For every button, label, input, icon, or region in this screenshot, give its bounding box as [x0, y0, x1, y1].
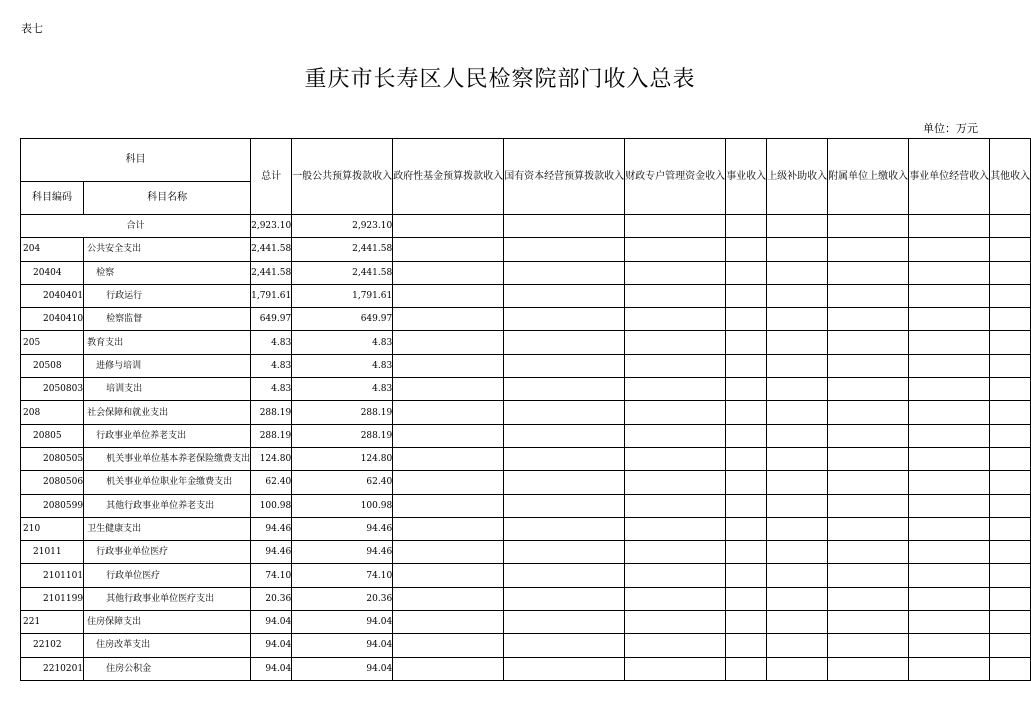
empty-cell [828, 611, 909, 634]
table-row [21, 331, 1031, 354]
empty-cell [625, 494, 726, 517]
empty-cell [726, 564, 767, 587]
header-gov-fund: 政府性基金预算拨款收入 [393, 139, 504, 215]
empty-cell [828, 541, 909, 564]
empty-cell [990, 587, 1031, 610]
subject-code: 204 [21, 238, 84, 261]
empty-cell [726, 401, 767, 424]
table-row [21, 634, 1031, 657]
subject-code: 208 [21, 401, 84, 424]
header-total: 总计 [251, 139, 292, 215]
empty-cell [767, 331, 828, 354]
empty-cell [909, 378, 990, 401]
total-value: 20.36 [251, 587, 292, 610]
total-value: 94.04 [251, 611, 292, 634]
subject-code: 2210201 [21, 657, 84, 680]
empty-cell [828, 284, 909, 307]
table-row [21, 541, 1031, 564]
empty-cell [767, 587, 828, 610]
empty-cell [990, 564, 1031, 587]
empty-cell [990, 657, 1031, 680]
general-budget-value: 4.83 [292, 378, 393, 401]
empty-cell [504, 331, 625, 354]
total-value: 100.98 [251, 494, 292, 517]
table-row [21, 261, 1031, 284]
empty-cell [504, 424, 625, 447]
subject-code: 20404 [21, 261, 84, 284]
empty-cell [625, 424, 726, 447]
empty-cell [828, 564, 909, 587]
empty-cell [504, 517, 625, 540]
empty-cell [828, 238, 909, 261]
empty-cell [767, 634, 828, 657]
empty-cell [767, 401, 828, 424]
empty-cell [828, 471, 909, 494]
empty-cell [990, 494, 1031, 517]
subject-name: 社会保障和就业支出 [84, 401, 251, 424]
subject-name: 住房保障支出 [84, 611, 251, 634]
total-general: 2,923.10 [292, 215, 393, 238]
header-affiliated: 附属单位上缴收入 [828, 139, 909, 215]
table-row [21, 284, 1031, 307]
empty-cell [767, 354, 828, 377]
empty-cell [990, 611, 1031, 634]
subject-code: 2101199 [21, 587, 84, 610]
empty-cell [990, 378, 1031, 401]
general-budget-value: 2,441.58 [292, 238, 393, 261]
empty-cell [726, 494, 767, 517]
empty-cell [828, 215, 909, 238]
empty-cell [909, 634, 990, 657]
empty-cell [393, 634, 504, 657]
table-row [21, 308, 1031, 331]
empty-cell [393, 447, 504, 470]
table-row [21, 494, 1031, 517]
subject-name: 检察 [84, 261, 251, 284]
empty-cell [909, 308, 990, 331]
empty-cell [393, 541, 504, 564]
general-budget-value: 94.04 [292, 611, 393, 634]
empty-cell [625, 564, 726, 587]
empty-cell [726, 215, 767, 238]
empty-cell [767, 424, 828, 447]
total-row [21, 215, 1031, 238]
empty-cell [504, 354, 625, 377]
empty-cell [828, 447, 909, 470]
empty-cell [726, 634, 767, 657]
empty-cell [909, 447, 990, 470]
table-row [21, 378, 1031, 401]
empty-cell [909, 564, 990, 587]
empty-cell [828, 308, 909, 331]
total-value: 94.04 [251, 634, 292, 657]
total-value: 2,441.58 [251, 238, 292, 261]
subject-code: 2101101 [21, 564, 84, 587]
empty-cell [625, 331, 726, 354]
subject-name: 检察监督 [84, 308, 251, 331]
empty-cell [726, 378, 767, 401]
empty-cell [726, 611, 767, 634]
total-value: 62.40 [251, 471, 292, 494]
total-value: 94.04 [251, 657, 292, 680]
empty-cell [504, 308, 625, 331]
header-business: 事业收入 [726, 139, 767, 215]
total-value: 4.83 [251, 354, 292, 377]
empty-cell [726, 331, 767, 354]
empty-cell [726, 657, 767, 680]
total-value: 2,441.58 [251, 261, 292, 284]
empty-cell [767, 494, 828, 517]
empty-cell [393, 517, 504, 540]
empty-cell [625, 447, 726, 470]
header-other: 其他收入 [990, 139, 1031, 215]
table-row [21, 471, 1031, 494]
empty-cell [393, 587, 504, 610]
subject-code: 221 [21, 611, 84, 634]
general-budget-value: 94.46 [292, 541, 393, 564]
empty-cell [625, 517, 726, 540]
empty-cell [504, 587, 625, 610]
subject-name: 进修与培训 [84, 354, 251, 377]
empty-cell [504, 471, 625, 494]
subject-name: 培训支出 [84, 378, 251, 401]
total-value: 1,791.61 [251, 284, 292, 307]
empty-cell [767, 657, 828, 680]
empty-cell [625, 378, 726, 401]
general-budget-value: 94.04 [292, 634, 393, 657]
subject-code: 22102 [21, 634, 84, 657]
subject-code: 2080506 [21, 471, 84, 494]
empty-cell [504, 238, 625, 261]
table-row [21, 447, 1031, 470]
empty-cell [393, 284, 504, 307]
empty-cell [504, 401, 625, 424]
empty-cell [828, 494, 909, 517]
empty-cell [909, 611, 990, 634]
empty-cell [393, 401, 504, 424]
empty-cell [625, 215, 726, 238]
empty-cell [909, 261, 990, 284]
general-budget-value: 94.04 [292, 657, 393, 680]
subject-code: 2040410 [21, 308, 84, 331]
empty-cell [990, 471, 1031, 494]
empty-cell [625, 657, 726, 680]
subject-code: 2080599 [21, 494, 84, 517]
empty-cell [909, 354, 990, 377]
empty-cell [767, 284, 828, 307]
header-state-capital: 国有资本经营预算拨款收入 [504, 139, 625, 215]
table-row [21, 611, 1031, 634]
header-fiscal-special: 财政专户管理资金收入 [625, 139, 726, 215]
empty-cell [909, 401, 990, 424]
table-row [21, 238, 1031, 261]
empty-cell [726, 517, 767, 540]
total-label: 合计 [21, 215, 251, 238]
empty-cell [504, 215, 625, 238]
empty-cell [625, 541, 726, 564]
subject-code: 21011 [21, 541, 84, 564]
general-budget-value: 1,791.61 [292, 284, 393, 307]
subject-name: 卫生健康支出 [84, 517, 251, 540]
general-budget-value: 4.83 [292, 331, 393, 354]
table-row [21, 424, 1031, 447]
empty-cell [625, 261, 726, 284]
empty-cell [504, 447, 625, 470]
subject-code: 2040401 [21, 284, 84, 307]
empty-cell [625, 238, 726, 261]
empty-cell [504, 541, 625, 564]
empty-cell [504, 494, 625, 517]
subject-name: 住房改革支出 [84, 634, 251, 657]
empty-cell [726, 447, 767, 470]
empty-cell [767, 541, 828, 564]
empty-cell [990, 308, 1031, 331]
empty-cell [990, 261, 1031, 284]
empty-cell [393, 564, 504, 587]
empty-cell [393, 494, 504, 517]
subject-code: 210 [21, 517, 84, 540]
empty-cell [767, 517, 828, 540]
total-value: 124.80 [251, 447, 292, 470]
empty-cell [625, 611, 726, 634]
general-budget-value: 20.36 [292, 587, 393, 610]
subject-name: 行政事业单位医疗 [84, 541, 251, 564]
empty-cell [828, 657, 909, 680]
empty-cell [726, 261, 767, 284]
subject-code: 2050803 [21, 378, 84, 401]
empty-cell [909, 517, 990, 540]
unit-label: 单位：万元 [923, 122, 978, 135]
table-row [21, 517, 1031, 540]
header-subject: 科目 [21, 139, 251, 182]
empty-cell [990, 517, 1031, 540]
empty-cell [909, 657, 990, 680]
table-row [21, 564, 1031, 587]
empty-cell [767, 261, 828, 284]
empty-cell [393, 471, 504, 494]
empty-cell [909, 541, 990, 564]
empty-cell [393, 611, 504, 634]
empty-cell [726, 541, 767, 564]
empty-cell [625, 354, 726, 377]
empty-cell [990, 238, 1031, 261]
general-budget-value: 94.46 [292, 517, 393, 540]
general-budget-value: 2,441.58 [292, 261, 393, 284]
empty-cell [828, 261, 909, 284]
total-value: 288.19 [251, 424, 292, 447]
subject-name: 教育支出 [84, 331, 251, 354]
header-general-budget: 一般公共预算拨款收入 [292, 139, 393, 215]
header-business-operation: 事业单位经营收入 [909, 139, 990, 215]
subject-name: 其他行政事业单位养老支出 [84, 494, 251, 517]
empty-cell [828, 634, 909, 657]
general-budget-value: 4.83 [292, 354, 393, 377]
empty-cell [726, 354, 767, 377]
empty-cell [909, 471, 990, 494]
subject-name: 行政运行 [84, 284, 251, 307]
subject-name: 行政事业单位养老支出 [84, 424, 251, 447]
total-value: 288.19 [251, 401, 292, 424]
table-row [21, 657, 1031, 680]
empty-cell [767, 611, 828, 634]
empty-cell [504, 564, 625, 587]
empty-cell [909, 331, 990, 354]
header-superior-subsidy: 上级补助收入 [767, 139, 828, 215]
empty-cell [726, 308, 767, 331]
empty-cell [990, 447, 1031, 470]
total-value: 4.83 [251, 331, 292, 354]
empty-cell [726, 284, 767, 307]
page-title: 重庆市长寿区人民检察院部门收入总表 [304, 67, 696, 92]
empty-cell [504, 657, 625, 680]
empty-cell [828, 354, 909, 377]
empty-cell [767, 215, 828, 238]
empty-cell [828, 517, 909, 540]
general-budget-value: 74.10 [292, 564, 393, 587]
empty-cell [909, 424, 990, 447]
empty-cell [990, 634, 1031, 657]
empty-cell [504, 378, 625, 401]
empty-cell [990, 401, 1031, 424]
empty-cell [393, 238, 504, 261]
empty-cell [625, 634, 726, 657]
subject-code: 20508 [21, 354, 84, 377]
subject-name: 其他行政事业单位医疗支出 [84, 587, 251, 610]
total-value: 94.46 [251, 541, 292, 564]
subject-name: 机关事业单位职业年金缴费支出 [84, 471, 251, 494]
empty-cell [767, 471, 828, 494]
empty-cell [393, 354, 504, 377]
general-budget-value: 288.19 [292, 401, 393, 424]
table-row [21, 587, 1031, 610]
empty-cell [393, 331, 504, 354]
empty-cell [828, 587, 909, 610]
empty-cell [504, 611, 625, 634]
empty-cell [909, 284, 990, 307]
empty-cell [990, 354, 1031, 377]
empty-cell [393, 378, 504, 401]
empty-cell [828, 424, 909, 447]
subject-name: 机关事业单位基本养老保险缴费支出 [84, 447, 251, 470]
empty-cell [828, 378, 909, 401]
empty-cell [726, 587, 767, 610]
general-budget-value: 100.98 [292, 494, 393, 517]
empty-cell [767, 564, 828, 587]
table-row [21, 401, 1031, 424]
empty-cell [393, 657, 504, 680]
empty-cell [393, 424, 504, 447]
empty-cell [767, 308, 828, 331]
total-value: 94.46 [251, 517, 292, 540]
empty-cell [625, 284, 726, 307]
empty-cell [625, 471, 726, 494]
empty-cell [990, 215, 1031, 238]
total-value: 74.10 [251, 564, 292, 587]
total-value: 649.97 [251, 308, 292, 331]
subject-name: 行政单位医疗 [84, 564, 251, 587]
general-budget-value: 288.19 [292, 424, 393, 447]
empty-cell [504, 634, 625, 657]
subject-code: 205 [21, 331, 84, 354]
empty-cell [726, 238, 767, 261]
empty-cell [909, 238, 990, 261]
income-summary-table [20, 138, 1031, 681]
empty-cell [625, 308, 726, 331]
empty-cell [504, 261, 625, 284]
empty-cell [726, 424, 767, 447]
empty-cell [625, 401, 726, 424]
empty-cell [909, 494, 990, 517]
total-sum: 2,923.10 [251, 215, 292, 238]
subject-name: 公共安全支出 [84, 238, 251, 261]
table-row [21, 354, 1031, 377]
general-budget-value: 124.80 [292, 447, 393, 470]
empty-cell [990, 284, 1031, 307]
subject-code: 20805 [21, 424, 84, 447]
empty-cell [393, 215, 504, 238]
header-code: 科目编码 [21, 182, 84, 215]
empty-cell [767, 238, 828, 261]
header-name: 科目名称 [84, 182, 251, 215]
general-budget-value: 649.97 [292, 308, 393, 331]
empty-cell [990, 331, 1031, 354]
total-value: 4.83 [251, 378, 292, 401]
subject-name: 住房公积金 [84, 657, 251, 680]
empty-cell [828, 401, 909, 424]
empty-cell [625, 587, 726, 610]
empty-cell [909, 215, 990, 238]
empty-cell [504, 284, 625, 307]
empty-cell [990, 541, 1031, 564]
empty-cell [393, 261, 504, 284]
empty-cell [767, 447, 828, 470]
general-budget-value: 62.40 [292, 471, 393, 494]
table-number: 表七 [21, 22, 43, 35]
empty-cell [990, 424, 1031, 447]
empty-cell [393, 308, 504, 331]
empty-cell [909, 587, 990, 610]
empty-cell [726, 471, 767, 494]
empty-cell [767, 378, 828, 401]
subject-code: 2080505 [21, 447, 84, 470]
empty-cell [828, 331, 909, 354]
